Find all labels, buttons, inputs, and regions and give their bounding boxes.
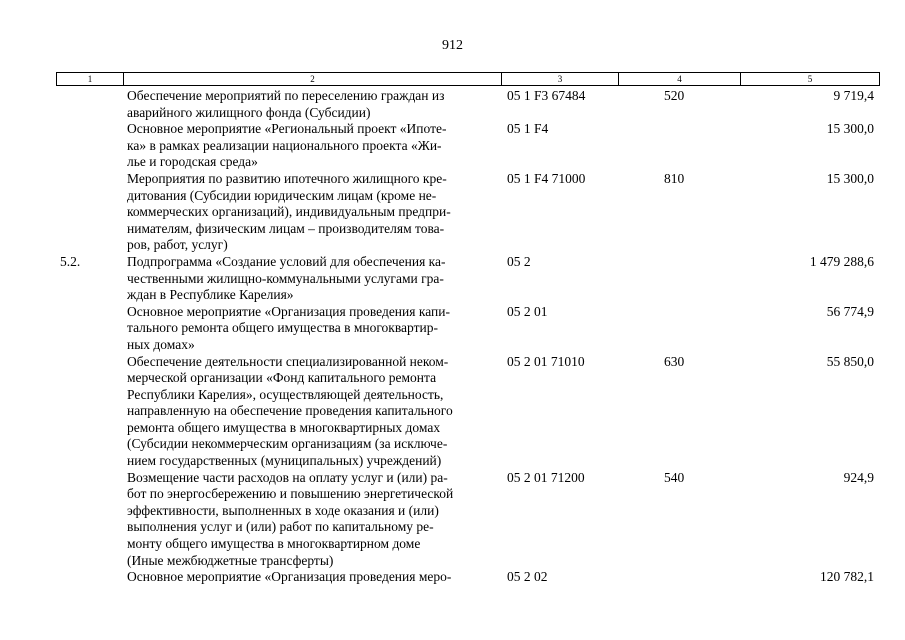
row-sum: 924,9 xyxy=(843,469,874,485)
row-code: 05 1 F3 67484 xyxy=(507,88,586,103)
row-type: 520 xyxy=(664,88,685,103)
row-type: 630 xyxy=(664,353,685,369)
header-col-4: 4 xyxy=(619,73,741,85)
row-sum: 15 300,0 xyxy=(826,121,874,137)
header-col-3: 3 xyxy=(502,73,619,85)
row-code: 05 2 01 71200 xyxy=(507,469,585,485)
row-number: 5.2. xyxy=(60,253,81,269)
table-row xyxy=(56,470,880,570)
row-name: Мероприятия по развитию ипотечного жилищного кре- дитования (Субсидии юридическим лицам (кроме не- коммерческих организаций), индивидуальным предпри- нимателям, физическим лицам – производителям това- ров, работ, услуг) xyxy=(127,170,451,253)
table-row xyxy=(56,304,880,354)
row-name: Основное мероприятие «Организация проведения капи- тального ремонта общего имущества в многоквартир- ных домах» xyxy=(127,303,450,352)
row-sum: 1 479 288,6 xyxy=(809,253,874,269)
row-sum: 15 300,0 xyxy=(826,170,874,186)
table-row xyxy=(56,254,880,304)
table-row xyxy=(56,354,880,470)
table-row xyxy=(56,171,880,254)
table-header xyxy=(56,72,880,86)
row-sum: 9 719,4 xyxy=(833,88,874,103)
header-col-2: 2 xyxy=(124,73,502,85)
row-name: Обеспечение деятельности специализированной неком- мерческой организации «Фонд капитального ремонта Республики Карелия», осуществляющей деятельность, направленную на обеспечение проведения капитального ремонта общего имущества в многоквартирных домах (Субсидии некоммерческим организациям (за исключе- нием государственных (муниципальных) учреждений) xyxy=(127,353,453,469)
table-row xyxy=(56,121,880,171)
row-type: 540 xyxy=(664,469,685,485)
row-code: 05 2 xyxy=(507,253,531,269)
table-row xyxy=(56,88,880,121)
row-name: Основное мероприятие «Организация проведения меро- xyxy=(127,569,452,585)
table-body xyxy=(56,88,880,586)
row-name: Возмещение части расходов на оплату услуг и (или) ра- бот по энергосбережению и повышению энергетической эффективности, выполненных в ходе оказания и (или) выполнения услуг и (или) работ по капитальному ре- монту общего имущества в многоквартирном доме (Иные межбюджетные трансферты) xyxy=(127,469,454,568)
row-code: 05 1 F4 xyxy=(507,121,549,137)
row-sum: 55 850,0 xyxy=(826,353,874,369)
row-name: Обеспечение мероприятий по переселению граждан из аварийного жилищного фонда (Субсидии) xyxy=(127,88,445,120)
row-code: 05 2 01 71010 xyxy=(507,353,585,369)
table-row xyxy=(56,569,880,586)
page-number: 912 xyxy=(442,38,463,53)
header-col-5: 5 xyxy=(807,74,813,84)
row-name: Подпрограмма «Создание условий для обеспечения ка- чественными жилищно-коммунальными услугами гра- ждан в Республике Карелия» xyxy=(127,253,446,303)
row-type: 810 xyxy=(664,170,685,186)
row-code: 05 2 02 xyxy=(507,569,548,585)
row-sum: 120 782,1 xyxy=(820,569,874,585)
row-sum: 56 774,9 xyxy=(826,303,874,319)
row-code: 05 1 F4 71000 xyxy=(507,170,586,186)
row-code: 05 2 01 xyxy=(507,303,548,319)
row-name: Основное мероприятие «Региональный проект «Ипоте- ка» в рамках реализации национального проекта «Жи- лье и городская среда» xyxy=(127,121,447,170)
header-col-1: 1 xyxy=(57,73,124,85)
